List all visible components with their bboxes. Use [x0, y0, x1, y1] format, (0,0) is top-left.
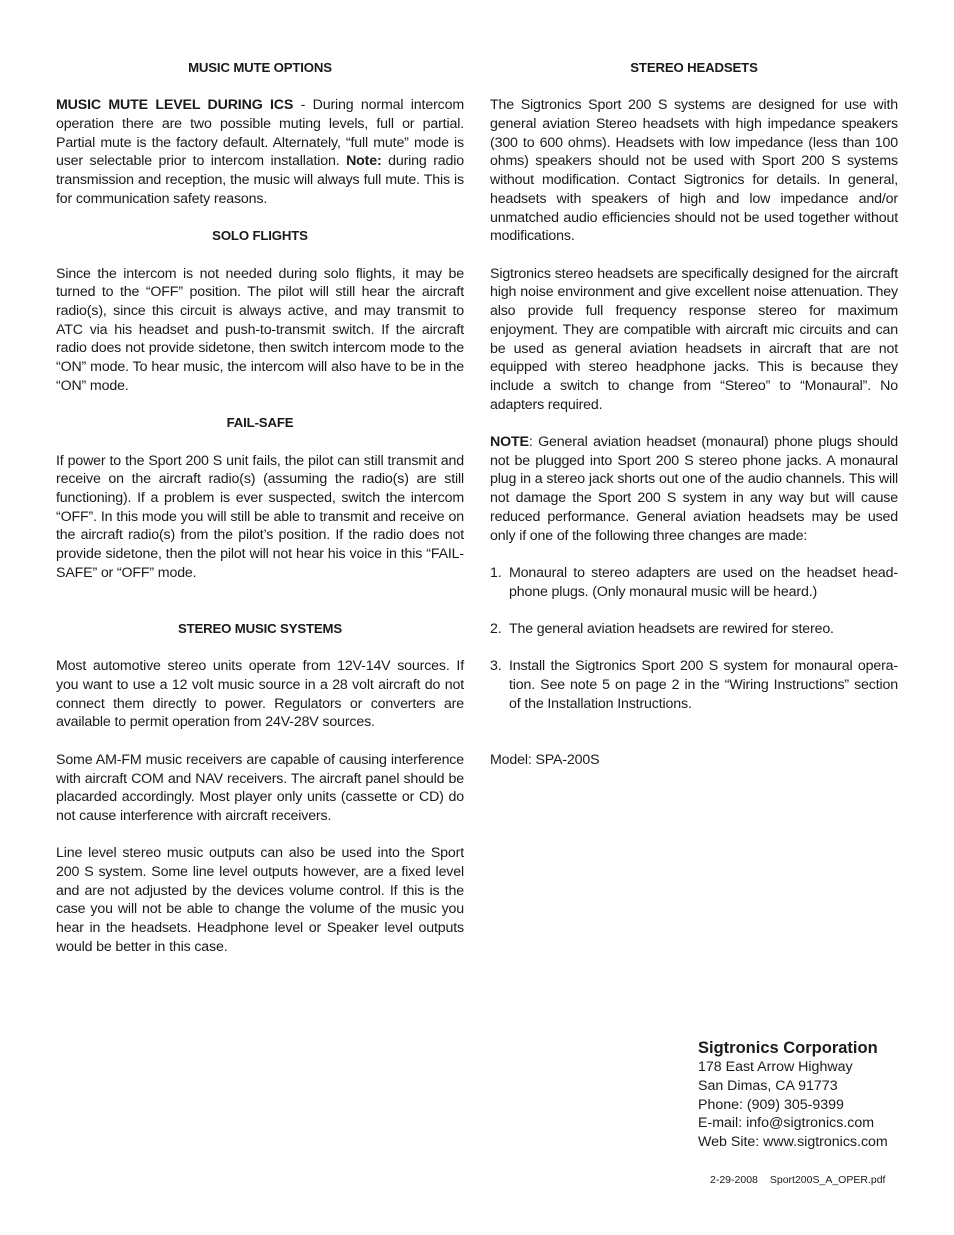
music-mute-lead: MUSIC MUTE LEVEL DURING ICS	[56, 97, 294, 114]
note-text: : General aviation headset (monaural) phone plugs should not be plugged into Sport 200 S stereo phone jacks. A monaural plug in a stereo jack shorts out one of the audio channels. This will not damage the Sport 200 S system in any way but will cause reduced performance. General aviation headsets may be used only if one of the following three changes are made:	[490, 434, 898, 544]
list-item-text: Install the Sigtronics Sport 200 S system for monaural opera-tion. See note 5 on page 2 in the “Wiring Instructions” section of the Installation Instructions.	[509, 658, 898, 712]
list-item-text: Monaural to stereo adapters are used on the headset head-phone plugs. (Only monaural music will be heard.)	[509, 564, 898, 600]
stereo-headsets-note	[490, 433, 898, 545]
music-mute-text-1: - During normal intercom operation there are two possible muting levels, full or partial. Partial mute is the factory default. Alternately, “full mute” mode is user selectable prior to intercom installation.	[56, 97, 464, 170]
fail-safe-paragraph: If power to the Sport 200 S unit fails, the pilot can still transmit and receive on the aircraft radio(s) (assuming the radio(s) are still functioning). If a problem is ever suspected, switch the intercom “OFF”. In this mode you will still be able to transmit and receive on the aircraft radio(s) from the pilot’s position. If the radio does not provide sidetone, then the pilot will not hear his voice in this “FAIL-SAFE” or “OFF” mode.	[56, 452, 464, 581]
footer-filename: Sport200S_A_OPER.pdf	[769, 1174, 886, 1186]
list-item	[490, 620, 898, 639]
website: Web Site: www.sigtronics.com	[698, 1134, 888, 1151]
email-address: E-mail: info@sigtronics.com	[698, 1115, 875, 1132]
stereo-headsets-paragraph: Sigtronics stereo headsets are specifically designed for the aircraft high noise environment and give excellent noise attenuation. They also provide full frequency response stereo for maximum enjoyment. They are compatible with aircraft mic circuits and can be used as general aviation headsets in aircraft that are not equipped with stereo headphone jacks. This is because they include a switch to change from “Stereo” to “Monaural”. No adapters required.	[490, 265, 898, 413]
solo-flights-heading: SOLO FLIGHTS	[212, 228, 308, 244]
footer-date: 2-29-2008	[710, 1174, 758, 1186]
stereo-music-paragraph: Some AM-FM music receivers are capable of causing interference with aircraft COM and NAV receivers. The aircraft panel should be placarded accordingly. Most player only units (cassette or CD) do not cause interference with aircraft receivers.	[56, 751, 464, 824]
spacer	[490, 732, 898, 751]
music-mute-heading: MUSIC MUTE OPTIONS	[188, 60, 332, 75]
stereo-music-heading: STEREO MUSIC SYSTEMS	[177, 620, 343, 636]
stereo-music-paragraph: Most automotive stereo units operate from 12V-14V sources. If you want to use a 12 volt music source in a 28 volt aircraft do not connect them directly to power. Regulators or converters are available to permit operation from 24V-28V sources.	[56, 658, 464, 731]
company-address-block	[698, 1038, 888, 1152]
music-mute-paragraph	[56, 96, 464, 208]
company-name: Sigtronics Corporation	[698, 1039, 878, 1057]
note-label: NOTE	[490, 434, 529, 450]
right-column	[490, 59, 898, 788]
fail-safe-heading: FAIL-SAFE	[226, 415, 294, 431]
list-item-number: 2.	[490, 621, 502, 637]
model-number: Model: SPA-200S	[490, 751, 600, 768]
street-address: 178 East Arrow Highway	[698, 1059, 853, 1075]
list-item-text: The general aviation headsets are rewired for stereo.	[509, 621, 834, 637]
phone-number: Phone: (909) 305-9399	[698, 1096, 844, 1113]
music-mute-text-2: during radio transmission and reception, the music will always full mute. This is for communication safety reasons.	[56, 153, 465, 207]
stereo-music-paragraph: Line level stereo music outputs can also be used into the Sport 200 S system. Some line level outputs however, are a fixed level and are not adjusted by the devices volume control. If this is the case you will not be able to change the volume of the music you hear in the headsets. Headphone level or Speaker level outputs would be better in this case.	[56, 845, 464, 955]
music-mute-note-label: Note:	[346, 153, 382, 170]
page-footer	[710, 1174, 885, 1186]
left-column	[56, 59, 464, 975]
list-item-number: 3.	[490, 658, 502, 675]
list-item	[490, 657, 898, 713]
list-item-number: 1.	[490, 564, 502, 581]
solo-flights-paragraph: Since the intercom is not needed during solo flights, it may be turned to the “OFF” position. The pilot will still hear the aircraft radio(s), since this circuit is always active, and may transmit to ATC via his headset and push-to-transmit switch. If the aircraft radio does not provide sidetone, then switch intercom mode to the “ON” mode. To hear music, the intercom will also have to be in the “ON” mode.	[56, 265, 464, 394]
city-address: San Dimas, CA 91773	[698, 1077, 838, 1094]
spacer	[56, 601, 464, 620]
stereo-headsets-heading: STEREO HEADSETS	[630, 60, 758, 75]
stereo-headsets-paragraph: The Sigtronics Sport 200 S systems are designed for use with general aviation Stereo headsets with high impedance speakers (300 to 600 ohms). Headsets with low impedance (less than 100 ohms) speakers should not be used with Sport 200 S systems without modification. Contact Sigtronics for details. In general, headsets with speakers of high and low impedance and/or unmatched audio efficiencies should not be used together without modifications.	[490, 97, 898, 245]
changes-list	[490, 564, 898, 714]
list-item	[490, 564, 898, 601]
